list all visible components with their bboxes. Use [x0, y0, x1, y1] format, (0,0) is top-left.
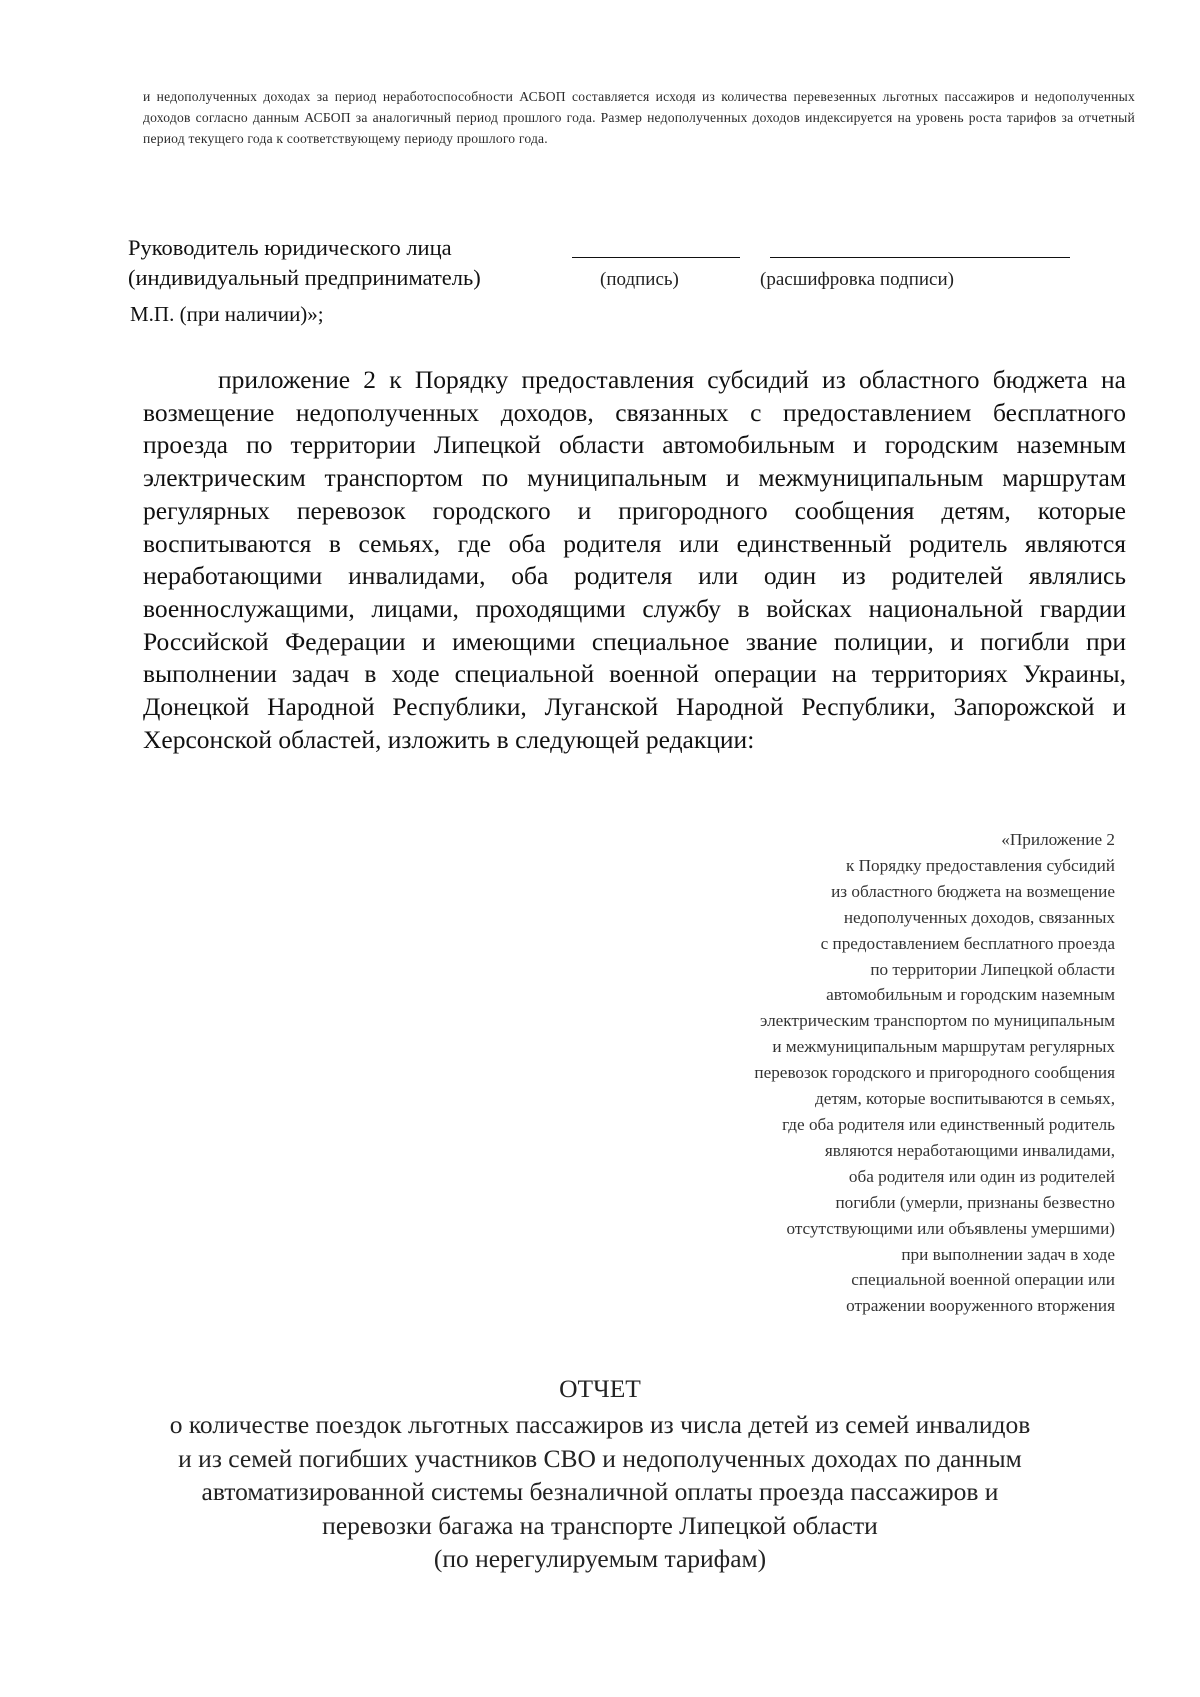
appendix-header [595, 827, 1115, 1319]
appendix-line: оба родителя или один из родителей [848, 1166, 1115, 1186]
appendix-line: по территории Липецкой области [870, 959, 1115, 979]
appendix-line: отсутствующими или объявлены умершими) [786, 1218, 1115, 1238]
signature-line [572, 257, 740, 258]
appendix-line: из областного бюджета на возмещение [831, 881, 1115, 901]
signature-head-line1: Руководитель юридического лица [128, 235, 452, 260]
report-subtitle-line: о количестве поездок льготных пассажиров из числа детей из семей инвалидов [169, 1410, 1031, 1439]
appendix-line: перевозок городского и пригородного сообщения [754, 1063, 1115, 1083]
signature-head-line2: (индивидуальный предприниматель) [128, 265, 481, 290]
appendix-line: электрическим транспортом по муниципальным [760, 1011, 1115, 1031]
appendix-line: с предоставлением бесплатного проезда [820, 933, 1115, 953]
signature-sign-label: (подпись) [600, 269, 679, 290]
appendix-line: где оба родителя или единственный родитель [782, 1114, 1115, 1134]
appendix-line: специальной военной операции или [851, 1270, 1115, 1290]
appendix-line: детям, которые воспитываются в семьях, [815, 1089, 1115, 1109]
intro-paragraph: и недополученных доходах за период неработоспособности АСБОП составляется исходя из количества перевезенных льготных пассажиров и недополученных доходов согласно данным АСБОП за аналогичный период прошлого года. Размер недополученных доходов индексируется на уровень роста тарифов за отчетный период текущего года к соответствующему периоду прошлого года. [143, 89, 1135, 146]
report-subtitle-line: и из семей погибших участников СВО и недополученных доходах по данным [178, 1443, 1022, 1473]
signature-decode-label: (расшифровка подписи) [760, 269, 954, 290]
appendix-line: и межмуниципальным маршрутам регулярных [772, 1037, 1115, 1057]
report-subtitle-line: перевозки багажа на транспорте Липецкой области [322, 1510, 878, 1540]
stamp-note: М.П. (при наличии)»; [130, 302, 324, 326]
report-subtitle-line: автоматизированной системы безналичной оплаты проезда пассажиров и [201, 1477, 999, 1507]
report-title [100, 1372, 1100, 1406]
appendix-line: недополученных доходов, связанных [843, 907, 1115, 927]
appendix-line: являются неработающими инвалидами, [824, 1140, 1115, 1160]
appendix-line: при выполнении задач в ходе [901, 1244, 1115, 1264]
appendix-line: автомобильным и городским наземным [826, 985, 1115, 1005]
appendix-line: к Порядку предоставления субсидий [845, 855, 1115, 875]
signature-decode-line [770, 257, 1070, 258]
appendix-line: «Приложение 2 [1001, 830, 1115, 849]
appendix-line: отражении вооруженного вторжения [846, 1296, 1115, 1316]
amendment-paragraph: приложение 2 к Порядку предоставления субсидий из областного бюджета на возмещение недополученных доходов, связанных с предоставлением бесплатного проезда по территории Липецкой области автомобильным и городским наземным электрическим транспортом по муниципальным и межмуниципальным маршрутам регулярных перевозок городского и пригородного сообщения детям, которые воспитываются в семьях, где оба родителя или единственный родитель являются неработающими инвалидами, оба родителя или один из родителей являлись военнослужащими, лицами, проходящими службу в войсках национальной гвардии Российской Федерации и имеющими специальное звание полиции, и погибли при выполнении задач в ходе специальной военной операции на территориях Украины, Донецкой Народной Республики, Луганской Народной Республики, Запорожской и Херсонской областей, изложить в следующей редакции: [143, 365, 1126, 754]
report-subtitle-line: (по нерегулируемым тарифам) [433, 1544, 767, 1574]
report-title-text: ОТЧЕТ [559, 1374, 641, 1403]
report-subtitle [100, 1408, 1100, 1576]
appendix-line: погибли (умерли, признаны безвестно [835, 1192, 1115, 1212]
